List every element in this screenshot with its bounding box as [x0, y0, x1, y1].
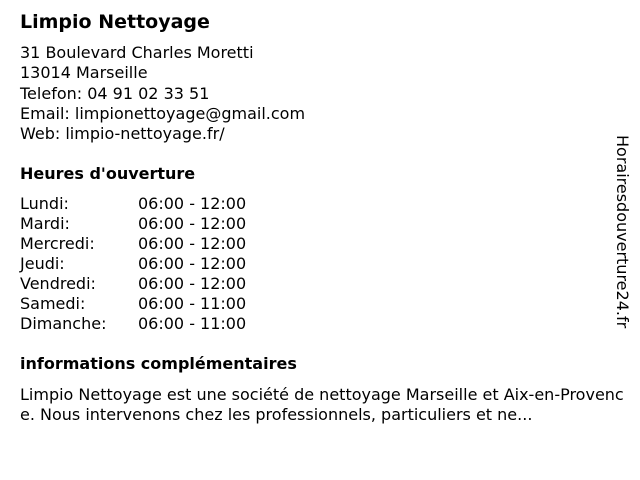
address-city: 13014 Marseille [20, 63, 148, 83]
day-label: Samedi: [20, 294, 86, 313]
day-hours: 06:00 - 12:00 [138, 254, 247, 273]
info-heading: informations complémentaires [20, 354, 297, 373]
email-line: Email: limpionettoyage@gmail.com [20, 103, 306, 123]
day-label: Mardi: [20, 214, 70, 233]
site-brand-vertical: Horairesdouverture24.fr [613, 135, 632, 329]
day-label: Vendredi: [20, 274, 96, 293]
hours-row-friday [20, 274, 246, 294]
phone-line: Telefon: 04 91 02 33 51 [20, 83, 210, 103]
hours-row-monday [20, 194, 246, 214]
hours-row-tuesday [20, 214, 246, 234]
business-name: Limpio Nettoyage [20, 11, 210, 33]
hours-table [20, 194, 246, 334]
hours-heading: Heures d'ouverture [20, 164, 196, 183]
hours-row-saturday [20, 294, 246, 314]
contact-block [20, 43, 305, 144]
info-description: Limpio Nettoyage est une société de nettoyage Marseille et Aix-en-Provence. Nous intervenons chez les professionnels, particuliers et ne... [20, 385, 624, 424]
day-label: Jeudi: [20, 254, 65, 273]
web-line: Web: limpio-nettoyage.fr/ [20, 124, 225, 144]
address-street: 31 Boulevard Charles Moretti [20, 43, 254, 62]
day-label: Dimanche: [20, 314, 107, 333]
hours-row-thursday [20, 254, 246, 274]
day-hours: 06:00 - 12:00 [138, 214, 247, 233]
hours-row-wednesday [20, 234, 246, 254]
hours-row-sunday [20, 314, 246, 334]
day-hours: 06:00 - 12:00 [138, 234, 247, 253]
day-label: Mercredi: [20, 234, 95, 253]
day-hours: 06:00 - 12:00 [138, 274, 247, 293]
day-label: Lundi: [20, 194, 69, 213]
day-hours: 06:00 - 11:00 [138, 314, 247, 333]
day-hours: 06:00 - 11:00 [138, 294, 247, 313]
day-hours: 06:00 - 12:00 [138, 194, 247, 213]
